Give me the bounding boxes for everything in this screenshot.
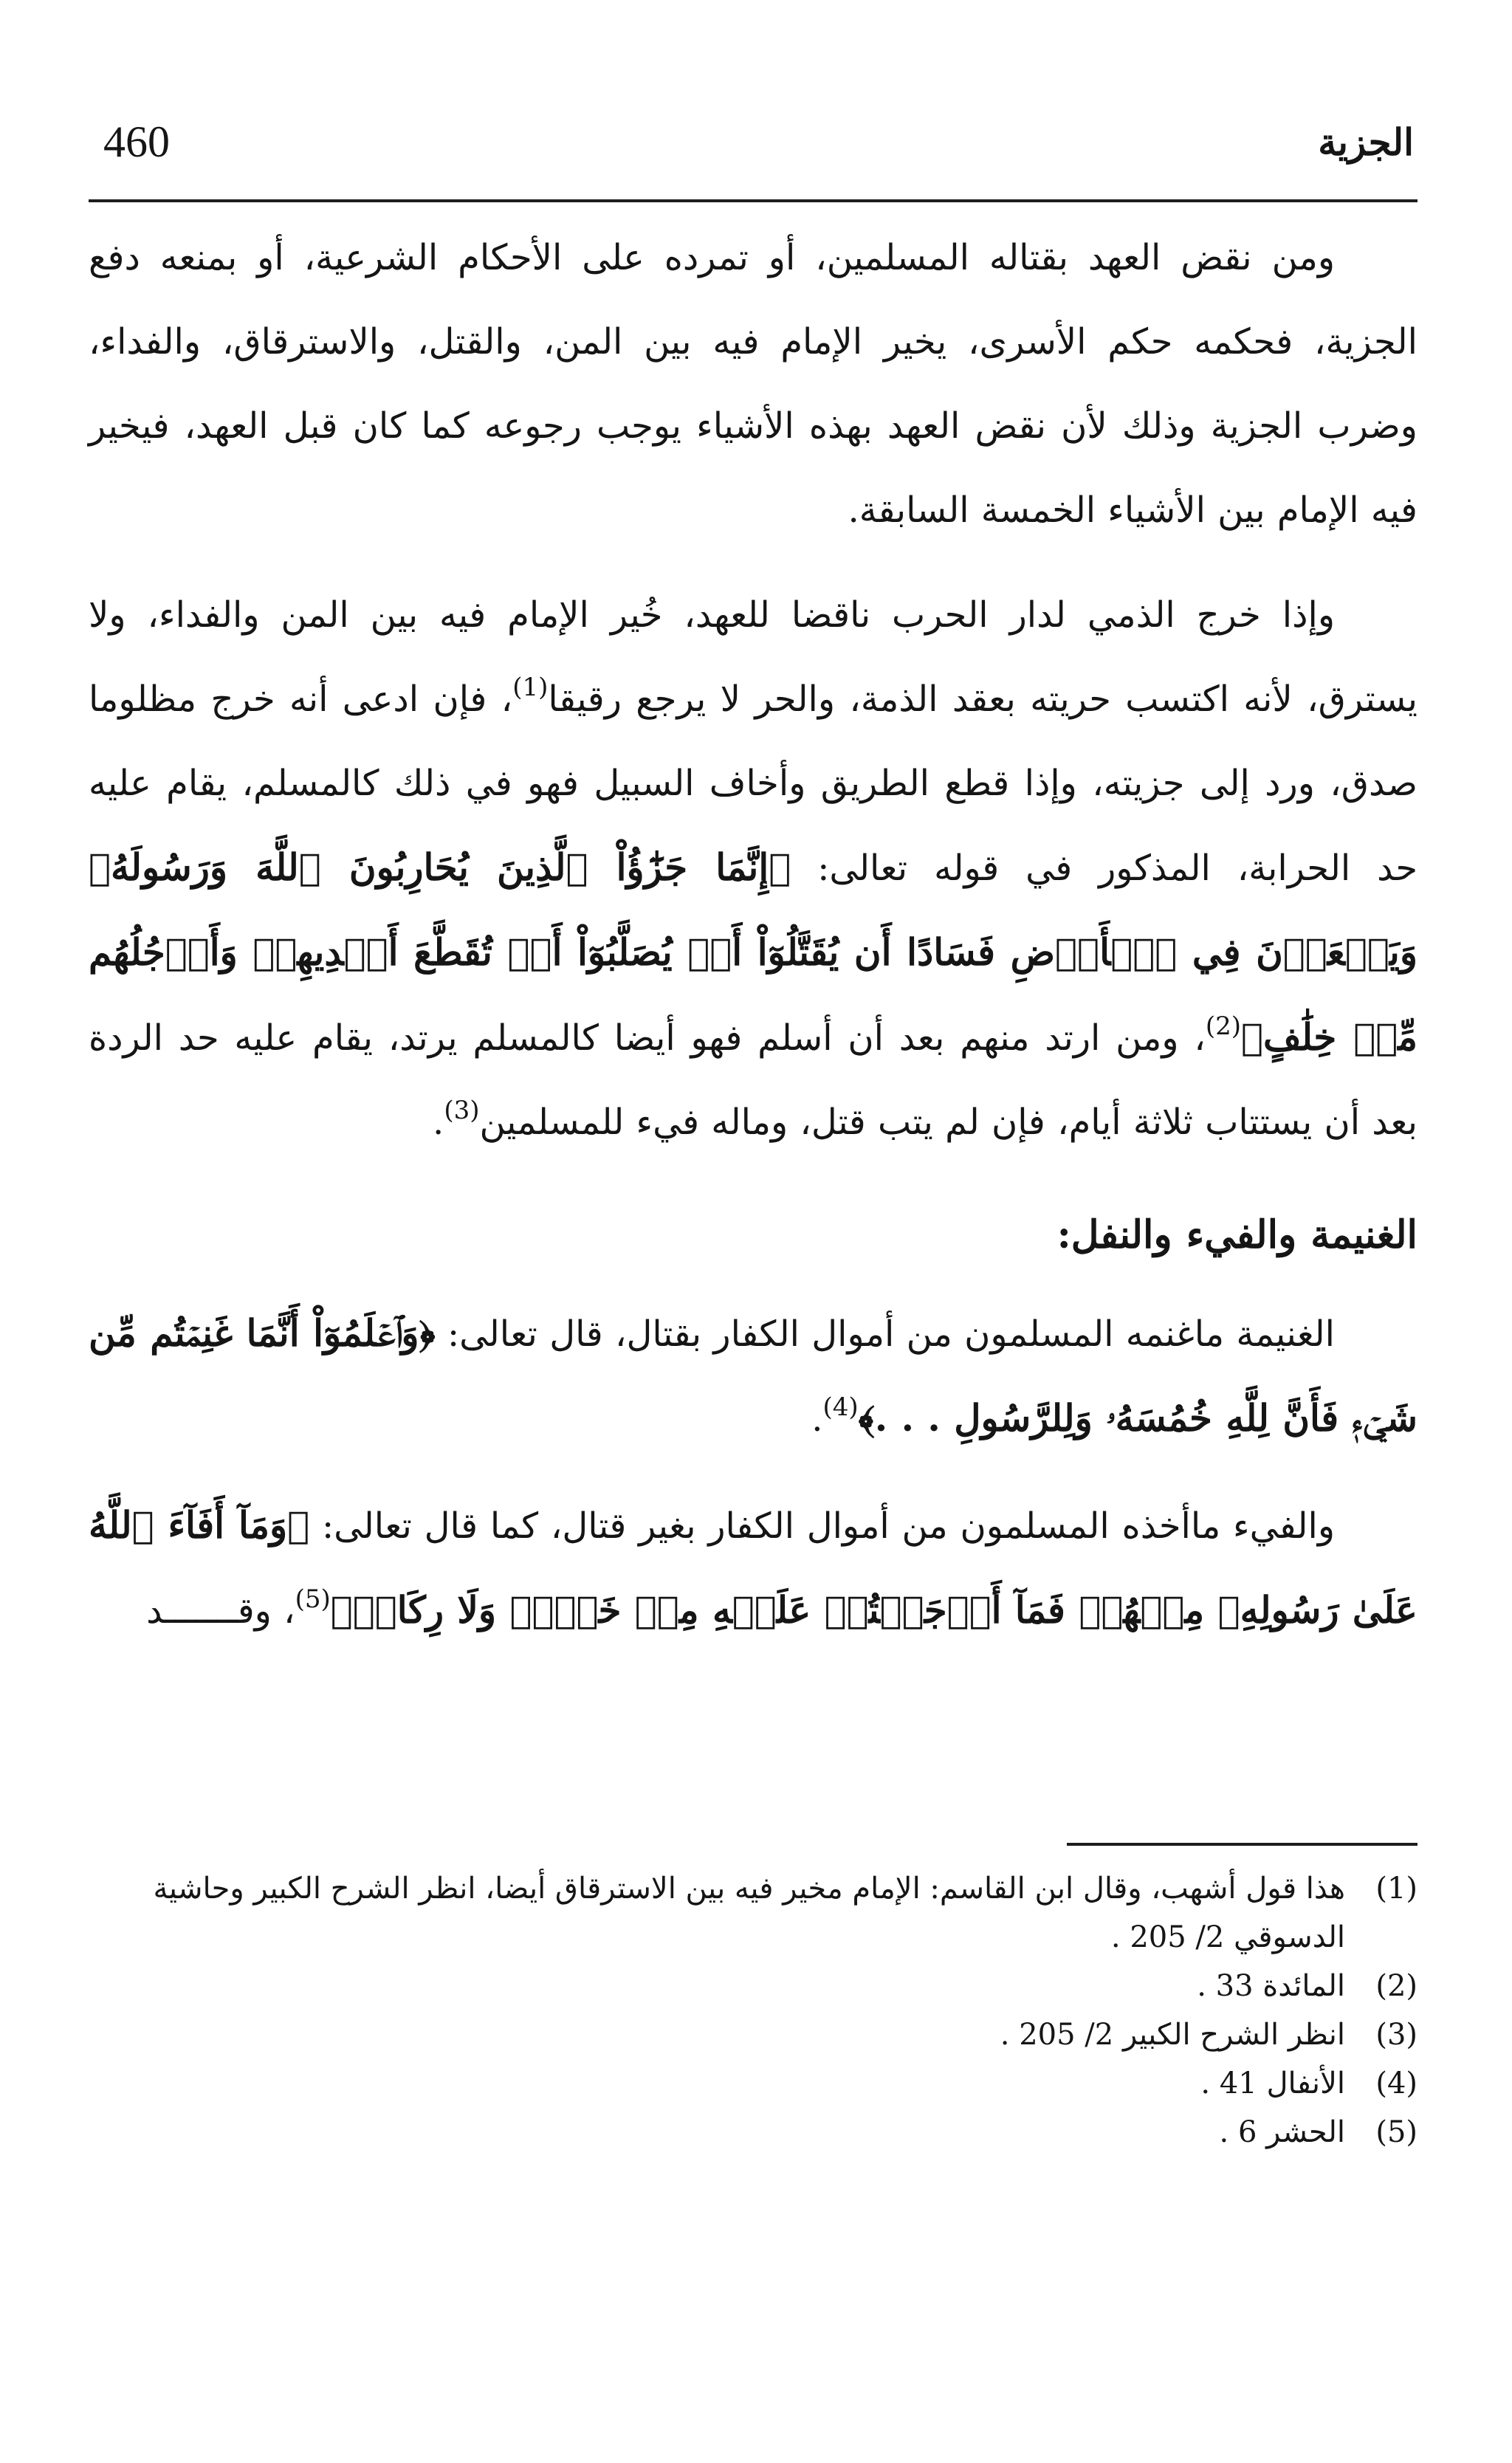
paragraph-2-end: .	[433, 1102, 444, 1143]
paragraph-2	[89, 573, 1418, 1164]
page-number: 460	[103, 117, 170, 166]
footnote	[89, 2108, 1418, 2157]
paragraph-ghanima-end: .	[811, 1398, 823, 1440]
paragraph-2-after-verse: ، ومن ارتد منهم بعد أن أسلم فهو أيضا كالمسلم يرتد، يقام عليه حد الردة بعد أن يستتاب ثلاثة أيام، فإن لم يتب قتل، وماله فيء للمسلمين	[89, 1017, 1418, 1143]
footnote-marker-2[interactable]: (2)	[1205, 1011, 1242, 1041]
footnote-text: المائدة 33 .	[1197, 1969, 1345, 2003]
footnote	[89, 1962, 1418, 2010]
quran-verse-hashr: ﴿وَمَآ أَفَآءَ ٱللَّهُ عَلَىٰ رَسُولِهِۦ مِنۡهُمۡ فَمَآ أَوۡجَفۡتُمۡ عَلَيۡهِ مِنۡ خَيۡلٖ وَلَا رِكَابٖ﴾	[89, 1503, 1418, 1632]
footnote-number: (4)	[1375, 2067, 1418, 2100]
paragraph-2-lead: وإذا خرج الذمي لدار الحرب ناقضا للعهد، خُير الإمام فيه بين المن والفداء، ولا يسترق، لأنه اكتسب حريته بعقد الذمة، والحر لا يرجع رقيقا	[89, 594, 1418, 720]
section-heading: الغنيمة والفيء والنفل:	[1056, 1212, 1418, 1257]
footnote-marker-5[interactable]: (5)	[295, 1584, 331, 1614]
footnote-marker-4[interactable]: (4)	[822, 1392, 859, 1422]
footnote-number: (5)	[1375, 2115, 1418, 2149]
main-text	[89, 216, 1418, 1653]
footnote	[89, 2010, 1418, 2059]
paragraph-2-middle: ، فإن ادعى أنه خرج مظلوما صدق، ورد إلى جزيته، وإذا قطع الطريق وأخاف السبيل فهو في ذلك كالمسلم، يقام عليه حد الحرابة، المذكور في قوله تعالى:	[89, 679, 1418, 889]
footnote-marker-3[interactable]: (3)	[444, 1095, 480, 1125]
footnote-divider	[1067, 1843, 1418, 1846]
footnote-number: (2)	[1375, 1969, 1418, 2003]
paragraph-ghanima	[89, 1291, 1418, 1461]
footnote-text: الأنفال 41 .	[1200, 2067, 1345, 2100]
footnote-text: الحشر 6 .	[1219, 2115, 1345, 2149]
paragraph-fay-lead: والفيء ماأخذه المسلمون من أموال الكفار بغير قتال، كما قال تعالى:	[309, 1505, 1336, 1547]
paragraph-fay-end: ، وقـــــــد	[146, 1590, 295, 1632]
footnotes	[89, 1864, 1418, 2157]
paragraph-1: ومن نقض العهد بقتاله المسلمين، أو تمرده على الأحكام الشرعية، أو بمنعه دفع الجزية، فحكمه حكم الأسرى، يخير الإمام فيه بين المن، والقتل، والاسترقاق، والفداء، وضرب الجزية وذلك لأن نقض العهد بهذه الأشياء يوجب رجوعه كما كان قبل العهد، فيخير فيه الإمام بين الأشياء الخمسة السابقة.	[89, 237, 1418, 531]
header-divider	[89, 199, 1418, 202]
footnote	[89, 1864, 1418, 1962]
quran-verse-hirabah: ﴿إِنَّمَا جَزَٰٓؤُاْ ٱلَّذِينَ يُحَارِبُونَ ٱللَّهَ وَرَسُولَهُۥ وَيَسۡعَوۡنَ فِي ٱلۡأَرۡضِ فَسَادًا أَن يُقَتَّلُوٓاْ أَوۡ يُصَلَّبُوٓاْ أَوۡ تُقَطَّعَ أَيۡدِيهِمۡ وَأَرۡجُلُهُم مِّنۡ خِلَٰفٍ﴾	[89, 845, 1418, 1059]
footnote-marker-1[interactable]: (1)	[512, 672, 549, 702]
footnote-number: (3)	[1375, 2018, 1418, 2052]
page-header	[89, 111, 1418, 192]
footnote	[89, 2059, 1418, 2108]
paragraph-ghanima-lead: الغنيمة ماغنمه المسلمون من أموال الكفار بقتال، قال تعالى:	[435, 1313, 1335, 1355]
footnote-number: (1)	[1375, 1872, 1418, 1906]
paragraph-fay	[89, 1483, 1418, 1653]
quran-verse-anfal: ﴿وَٱعۡلَمُوٓاْ أَنَّمَا غَنِمۡتُم مِّن شَيۡءٖ فَأَنَّ لِلَّهِ خُمُسَهُۥ وَلِلرَّسُولِ . . .﴾	[89, 1311, 1418, 1440]
running-title: الجزية	[1318, 120, 1414, 164]
footnote-text: هذا قول أشهب، وقال ابن القاسم: الإمام مخير فيه بين الاسترقاق أيضا، انظر الشرح الكبير وحاشية الدسوقي 2/ 205 .	[153, 1872, 1345, 1954]
footnote-text: انظر الشرح الكبير 2/ 205 .	[1000, 2018, 1345, 2052]
